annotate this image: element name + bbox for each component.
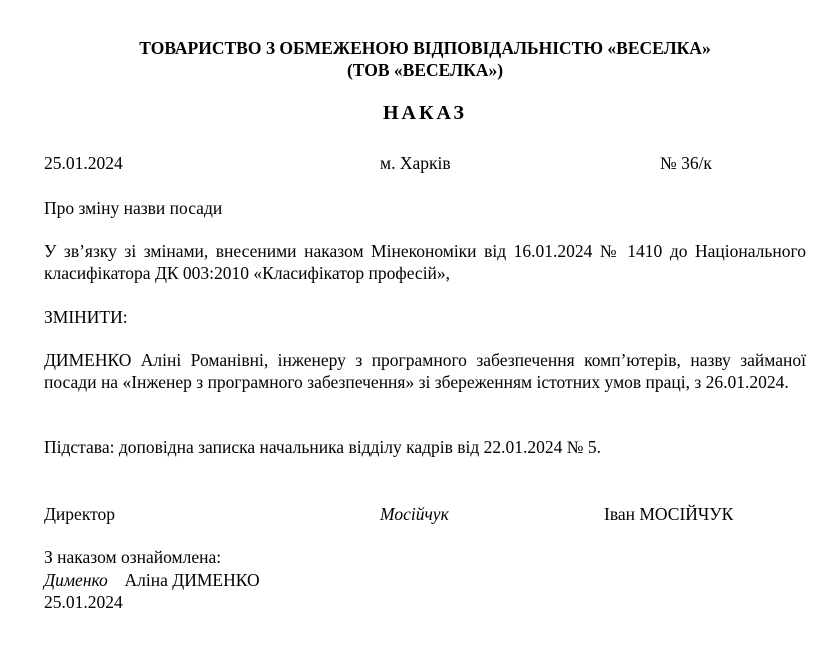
company-full-name: ТОВАРИСТВО З ОБМЕЖЕНОЮ ВІДПОВІДАЛЬНІСТЮ «ВЕСЕЛКА» [139, 38, 711, 58]
acknowledgement-line [44, 569, 260, 591]
acknowledgement-label: З наказом ознайомлена: [44, 547, 222, 567]
signatory-name: Іван МОСІЙЧУК [604, 504, 734, 524]
employee-signature: Дименко [44, 570, 108, 590]
command-heading: ЗМІНИТИ: [44, 307, 128, 327]
director-signature: Мосійчук [380, 504, 449, 524]
order-city: м. Харків [380, 153, 451, 173]
acknowledgement-date: 25.01.2024 [44, 592, 123, 612]
basis-paragraph: Підстава: доповідна записка начальника відділу кадрів від 22.01.2024 № 5. [44, 437, 601, 457]
order-subject: Про зміну назви посади [44, 198, 223, 218]
document-title: НАКАЗ [382, 102, 467, 124]
company-short-name: (ТОВ «ВЕСЕЛКА») [346, 60, 504, 80]
preamble-paragraph: У зв’язку зі змінами, внесеними наказом Мінекономіки від 16.01.2024 № 1410 до Національного класифікатора ДК 003:2010 «Класифікатор професій», [44, 241, 806, 283]
company-header [0, 37, 840, 81]
order-text-paragraph: ДИМЕНКО Аліні Романівні, інженеру з програмного забезпечення комп’ютерів, назву займаної посади на «Інженер з програмного забезпечення» зі збереженням істотних умов праці, з 26.01.2024. [44, 350, 806, 392]
order-number: № 36/к [660, 153, 712, 173]
signatory-position: Директор [44, 504, 116, 524]
order-date: 25.01.2024 [44, 153, 123, 173]
employee-name: Аліна ДИМЕНКО [124, 570, 260, 590]
